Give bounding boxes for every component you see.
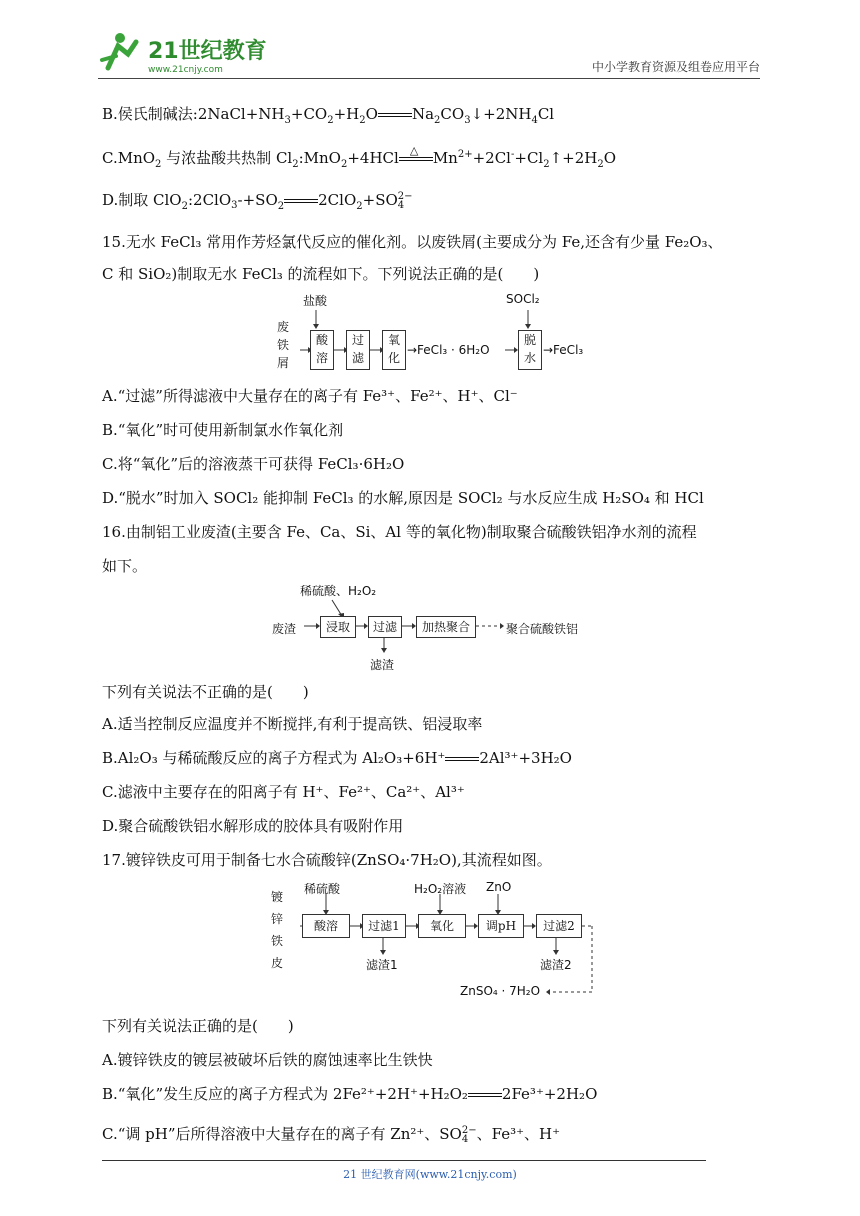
flow16-box-heat-polymerize: 加热聚合 (416, 616, 476, 638)
flow15-mid-product: →FeCl₃ · 6H₂O (407, 343, 490, 357)
site-logo (98, 28, 278, 78)
equals-sign (468, 1090, 502, 1100)
q15-stem-line2: C 和 SiO₂)制取无水 FeCl₃ 的流程如下。下列说法正确的是( ) (102, 265, 540, 283)
flow17-start: 镀 锌 铁 皮 (270, 890, 283, 970)
q16-option-d: D.聚合硫酸铁铝水解形成的胶体具有吸附作用 (102, 817, 404, 835)
flow15-end-product: →FeCl₃ (543, 343, 584, 357)
q17-option-c: C.“调 pH”后所得溶液中大量存在的离子有 Zn²⁺、SO2− 4 、Fe³⁺、H⁺ (102, 1125, 561, 1145)
q16-option-c: C.滤液中主要存在的阳离子有 H⁺、Fe²⁺、Ca²⁺、Al³⁺ (102, 783, 465, 801)
flow15-box-oxidize: 氧 化 (382, 330, 406, 370)
q14-option-b: B.侯氏制碱法$:2NaCl+NH_3+CO_2+H_2O$ $Na_2CO_3↓+2NH_4Cl$ (102, 105, 555, 126)
flow17-residue2: 滤渣2 (540, 958, 572, 972)
q14-option-c: C.MnO$_2$ 与浓盐酸共热制 $Cl_2:MnO_2+4HCl$ △ $Mn^{2+}+2Cl^-+Cl_2↑+2H_2O$ (102, 144, 617, 170)
equals-sign (378, 110, 412, 120)
flow15-reagent1: 盐酸 (303, 294, 328, 308)
flow17-product: ZnSO₄ · 7H₂O (460, 984, 541, 998)
footer-divider (102, 1160, 706, 1161)
flow15-reagent2: SOCl₂ (506, 292, 540, 306)
flow17-reagent-h2o2: H₂O₂溶液 (414, 882, 467, 896)
flow16-box-leach: 浸取 (320, 616, 356, 638)
q16-question: 下列有关说法不正确的是( ) (102, 683, 309, 701)
q17-stem: 17.镀锌铁皮可用于制备七水合硫酸锌(ZnSO₄·7H₂O),其流程如图。 (102, 851, 552, 869)
page-header (98, 28, 760, 80)
flow16-reagent: 稀硫酸、H₂O₂ (300, 584, 377, 598)
flow17-box-filter1: 过滤1 (362, 914, 406, 938)
flow16-end-product: 聚合硫酸铁铝 (506, 622, 579, 636)
flow16-start: 废渣 (272, 622, 297, 636)
q15-option-b: B.“氧化”时可使用新制氯水作氧化剂 (102, 421, 344, 439)
q16-option-a: A.适当控制反应温度并不断搅拌,有利于提高铁、铝浸取率 (102, 715, 483, 733)
flow16-box-filter: 过滤 (368, 616, 402, 638)
flow15-box-dehydrate: 脱 水 (518, 330, 542, 370)
flow17-reagent-zno: ZnO (486, 880, 512, 894)
logo-url: www.21cnjy.com (148, 65, 223, 75)
q17-option-b: B.“氧化”发生反应的离子方程式为 2Fe²⁺+2H⁺+H₂O₂ 2Fe³⁺+2H₂O (102, 1085, 598, 1103)
header-divider (98, 78, 760, 79)
equals-sign (445, 754, 479, 764)
q16-option-b: B.Al₂O₃ 与稀硫酸反应的离子方程式为 Al₂O₃+6H⁺ 2Al³⁺+3H₂O (102, 749, 572, 767)
equals-sign (284, 196, 318, 206)
q15-option-a: A.“过滤”所得滤液中大量存在的离子有 Fe³⁺、Fe²⁺、H⁺、Cl⁻ (102, 387, 518, 405)
q14-option-d: D.制取 ClO$_2$:2ClO $3-+SO_2$ 2ClO$_2$+SO2− 4 (102, 191, 413, 212)
q16-stem-line2: 如下。 (102, 557, 148, 575)
q15-stem-line1: 15.无水 FeCl₃ 常用作芳烃氯代反应的催化剂。以废铁屑(主要成分为 Fe,还含有少量 Fe₂O₃、 (102, 233, 723, 251)
platform-name: 中小学教育资源及组卷应用平台 (591, 60, 760, 74)
flow15-start: 废 铁 屑 (276, 320, 289, 370)
flow15-box-filter: 过 滤 (346, 330, 370, 370)
q16-stem-line1: 16.由制铝工业废渣(主要含 Fe、Ca、Si、Al 等的氧化物)制取聚合硫酸铁铝净水剂的流程 (102, 523, 697, 541)
flow17-box-acid-dissolve: 酸溶 (302, 914, 350, 938)
flow17-box-adjust-ph: 调pH (478, 914, 524, 938)
flow17-box-oxidize: 氧化 (418, 914, 466, 938)
q15-option-c: C.将“氧化”后的溶液蒸干可获得 FeCl₃·6H₂O (102, 455, 405, 473)
flow17-reagent-dilute-sulfuric: 稀硫酸 (304, 882, 341, 896)
logo-text: 21世纪教育 (148, 39, 267, 64)
page-footer: 21 世纪教育网(www.21cnjy.com) (343, 1168, 517, 1181)
q17-question: 下列有关说法正确的是( ) (102, 1017, 294, 1035)
flow17-box-filter2: 过滤2 (536, 914, 582, 938)
flow17-residue1: 滤渣1 (366, 958, 398, 972)
flow15-box-acid-dissolve: 酸 溶 (310, 330, 334, 370)
heating-equals-sign: △ (399, 154, 433, 164)
q15-option-d: D.“脱水”时加入 SOCl₂ 能抑制 FeCl₃ 的水解,原因是 SOCl₂ 与水反应生成 H₂SO₄ 和 HCl (102, 489, 704, 507)
flow16-residue: 滤渣 (370, 658, 395, 672)
q17-option-a: A.镀锌铁皮的镀层被破坏后铁的腐蚀速率比生铁快 (102, 1051, 433, 1069)
